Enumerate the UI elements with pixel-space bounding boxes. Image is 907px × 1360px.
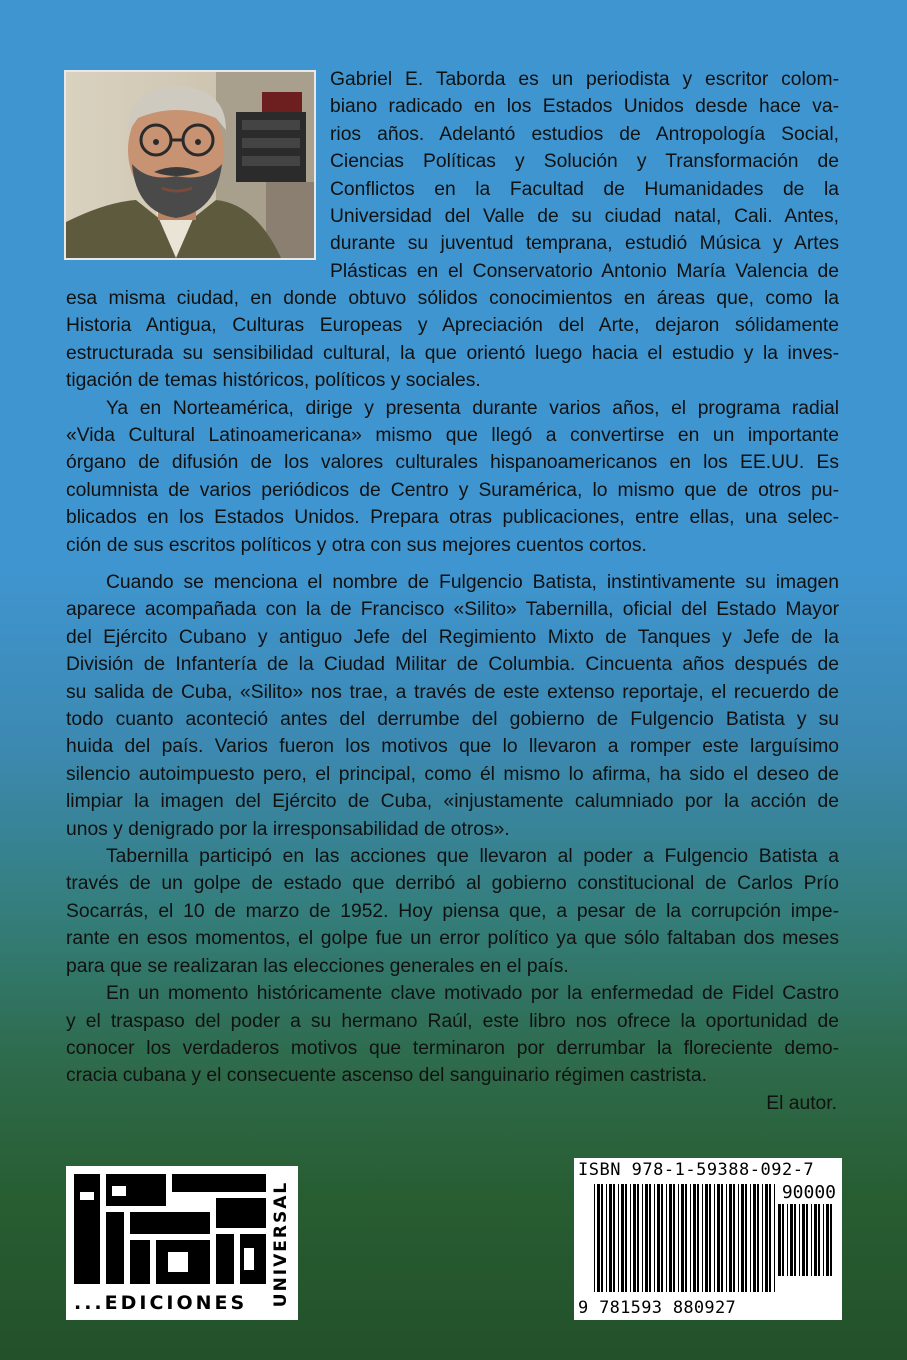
bio-line: ción de sus escritos políticos y otra con sus mejores cuentos cortos. bbox=[66, 534, 647, 556]
bio-line: blicados en los Estados Unidos. Prepara otras publicaciones, entre ellas, una selec- bbox=[66, 507, 839, 529]
bio-line: Conflictos en la Facultad de Humanidades de la bbox=[330, 178, 839, 200]
bio-line: biano radicado en los Estados Unidos desde hace va- bbox=[330, 96, 839, 118]
publisher-name-vertical: UNIVERSAL bbox=[271, 1180, 291, 1308]
bio-line: tigación de temas históricos, políticos y sociales. bbox=[66, 370, 481, 392]
bio-line: órgano de difusión de los valores culturales hispanoamericanos en los EE.UU. Es bbox=[66, 452, 839, 474]
synopsis-line: su salida de Cuba, «Silito» nos trae, a través de este extenso reportaje, el recuerdo de bbox=[66, 681, 839, 703]
price-code: 90000 bbox=[781, 1182, 836, 1203]
bio-line: Universidad del Valle de su ciudad natal, Cali. Antes, bbox=[330, 206, 839, 228]
synopsis-line: limpiar la imagen del Ejército de Cuba, «injustamente calumniado por la acción de bbox=[66, 791, 839, 813]
bio-line: Gabriel E. Taborda es un periodista y escritor colom- bbox=[330, 69, 839, 90]
isbn-barcode bbox=[574, 1158, 842, 1320]
synopsis-line: Cuando se menciona el nombre de Fulgencio Batista, instintivamente su imagen bbox=[106, 572, 839, 593]
synopsis-line: aparece acompañada con la de Francisco «Silito» Tabernilla, oficial del Estado Mayor bbox=[66, 599, 839, 621]
synopsis-line: unos y denigrado por la irresponsabilidad de otros». bbox=[66, 818, 510, 840]
bio-line: «Vida Cultural Latinoamericana» mismo que llegó a convertirse en un importante bbox=[66, 425, 839, 447]
synopsis-line: silencio autoimpuesto pero, el principal, como él mismo lo afirma, ha sido el deseo de bbox=[66, 763, 839, 785]
synopsis-line: conocer los verdaderos motivos que terminaron por derrumbar la floreciente demo- bbox=[66, 1037, 839, 1059]
synopsis-line: todo cuanto aconteció antes del derrumbe del gobierno de Fulgencio Batista y su bbox=[66, 709, 839, 731]
signature: El autor. bbox=[766, 1092, 837, 1114]
synopsis-line: través de un golpe de estado que derribó al gobierno constitucional de Carlos Prío bbox=[66, 873, 839, 895]
author-bio-continued bbox=[66, 285, 839, 559]
bio-line: Plásticas en el Conservatorio Antonio María Valencia de bbox=[330, 260, 839, 282]
synopsis-line: rante en esos momentos, el golpe fue un error político ya que sólo faltaban dos meses bbox=[66, 928, 839, 950]
author-photo bbox=[64, 70, 316, 260]
synopsis-line: y el traspaso del poder a su hermano Raúl, este libro nos ofrece la oportunidad de bbox=[66, 1010, 839, 1032]
synopsis bbox=[66, 569, 839, 1117]
synopsis-line: División de Infantería de la Ciudad Militar de Columbia. Cincuenta años después de bbox=[66, 654, 839, 676]
synopsis-line: huida del país. Varios fueron los motivos que lo llevaron a romper este larguísimo bbox=[66, 736, 839, 758]
isbn-label: ISBN 978-1-59388-092-7 bbox=[578, 1160, 815, 1180]
bio-line: esa misma ciudad, en donde obtuvo sólidos conocimientos en áreas que, como la bbox=[66, 288, 839, 309]
ean-bars bbox=[594, 1184, 776, 1292]
bio-line: Ya en Norteamérica, dirige y presenta durante varios años, el programa radial bbox=[106, 397, 839, 419]
price-bars bbox=[778, 1204, 834, 1276]
author-bio bbox=[330, 66, 839, 285]
bio-line: rios años. Adelantó estudios de Antropología Social, bbox=[330, 123, 839, 145]
publisher-logo bbox=[66, 1166, 298, 1320]
bio-line: durante su juventud temprana, estudió Música y Artes bbox=[330, 233, 839, 255]
synopsis-line: Socarrás, el 10 de marzo de 1952. Hoy piensa que, a pesar de la corrupción impe- bbox=[66, 900, 839, 922]
publisher-name: ...EDICIONES bbox=[74, 1292, 248, 1314]
ean-number: 9 781593 880927 bbox=[578, 1298, 737, 1318]
synopsis-line: para que se realizaran las elecciones generales en el país. bbox=[66, 955, 569, 977]
synopsis-line: En un momento históricamente clave motivado por la enfermedad de Fidel Castro bbox=[106, 983, 839, 1005]
synopsis-line: cracia cubana y el consecuente ascenso del sanguinario régimen castrista. bbox=[66, 1065, 707, 1087]
bio-line: Historia Antigua, Culturas Europeas y Apreciación del Arte, dejaron sólidamente bbox=[66, 315, 839, 337]
publisher-emblem-icon bbox=[72, 1172, 268, 1290]
bio-line: Ciencias Políticas y Solución y Transformación de bbox=[330, 151, 839, 173]
bio-line: columnista de varios periódicos de Centro y Suramérica, lo mismo que de otros pu- bbox=[66, 479, 839, 501]
synopsis-line: del Ejército Cubano y antiguo Jefe del Regimiento Mixto de Tanques y Jefe de la bbox=[66, 626, 839, 648]
synopsis-line: Tabernilla participó en las acciones que llevaron al poder a Fulgencio Batista a bbox=[106, 846, 839, 868]
bio-line: estructurada su sensibilidad cultural, la que orientó luego hacia el estudio y la inves- bbox=[66, 342, 839, 364]
